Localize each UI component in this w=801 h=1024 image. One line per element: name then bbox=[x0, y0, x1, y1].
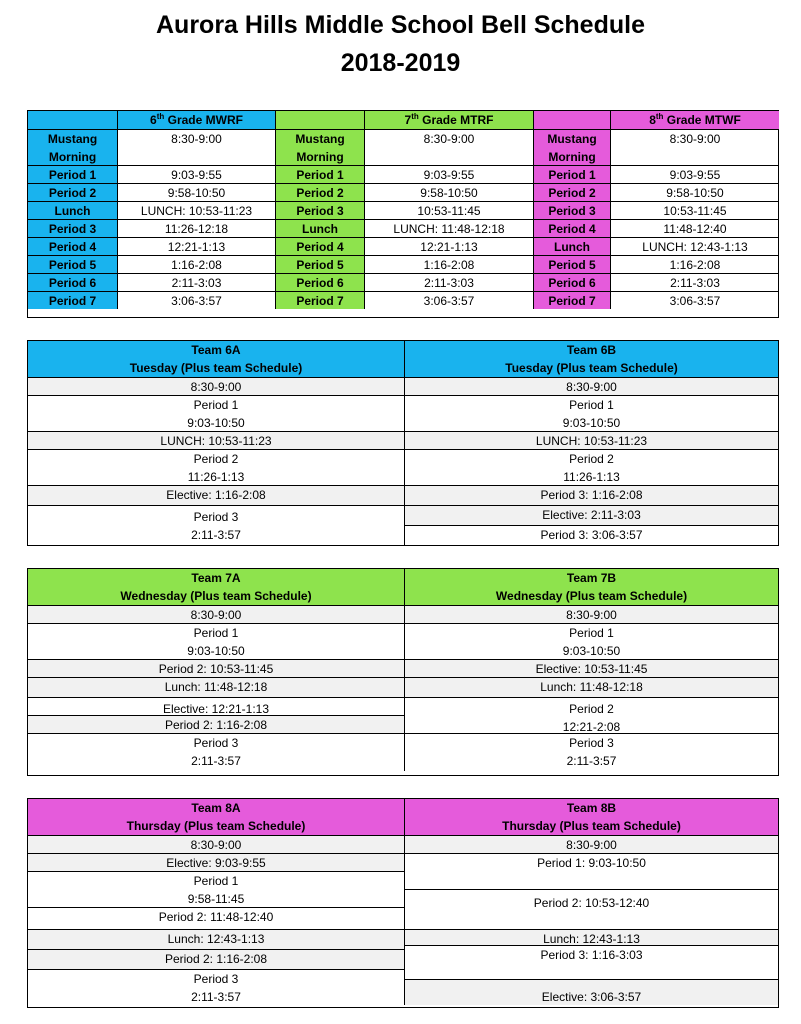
schedule-text: 9:03-10:50 bbox=[187, 644, 245, 658]
team-day: Wednesday (Plus team Schedule) bbox=[120, 589, 312, 603]
team-7b-header bbox=[404, 569, 778, 605]
period-label: Period 1 bbox=[275, 165, 364, 183]
period-time: 9:03-9:55 bbox=[364, 165, 533, 183]
team-6b-header bbox=[404, 341, 778, 377]
schedule-row bbox=[404, 505, 778, 525]
schedule-row bbox=[28, 949, 404, 969]
grade-days: Grade MWRF bbox=[164, 113, 243, 127]
schedule-row bbox=[28, 377, 404, 395]
schedule-text: Elective: 12:21-1:13 bbox=[162, 702, 270, 715]
period-label: Mustang Morning bbox=[533, 129, 610, 165]
grade-days: Grade MTRF bbox=[418, 113, 494, 127]
schedule-text: 9:03-10:50 bbox=[187, 416, 245, 430]
schedule-text: Period 3: 1:16-3:03 bbox=[540, 948, 643, 962]
schedule-row bbox=[404, 889, 778, 929]
team-day: Wednesday (Plus team Schedule) bbox=[495, 589, 688, 603]
schedule-row bbox=[404, 835, 778, 853]
schedule-row bbox=[28, 677, 404, 697]
schedule-row bbox=[28, 969, 404, 1007]
team-name: Team 8A bbox=[191, 801, 241, 815]
period-time: 3:06-3:57 bbox=[117, 291, 275, 309]
team-day: Tuesday (Plus team Schedule) bbox=[505, 361, 678, 375]
schedule-row bbox=[28, 395, 404, 431]
team-day: Tuesday (Plus team Schedule) bbox=[129, 361, 303, 375]
grade-ordinal-suffix: th bbox=[411, 112, 419, 121]
period-time: 3:06-3:57 bbox=[364, 291, 533, 309]
period-time: 1:16-2:08 bbox=[364, 255, 533, 273]
schedule-text: Elective: 2:11-3:03 bbox=[542, 508, 641, 522]
period-label: Period 4 bbox=[28, 237, 117, 255]
schedule-row bbox=[28, 623, 404, 659]
schedule-text: Period 3 bbox=[193, 510, 239, 524]
schedule-text: Period 1: 9:03-10:50 bbox=[537, 856, 646, 870]
period-time: 9:03-9:55 bbox=[117, 165, 275, 183]
schedule-row bbox=[28, 733, 404, 771]
schedule-row bbox=[28, 929, 404, 949]
period-label: Period 7 bbox=[533, 291, 610, 309]
schedule-row bbox=[28, 697, 404, 715]
schedule-text: Period 1 bbox=[193, 626, 239, 640]
schedule-text: LUNCH: 10:53-11:23 bbox=[535, 434, 648, 448]
schedule-row bbox=[28, 659, 404, 677]
schedule-text: Period 1 bbox=[193, 398, 239, 412]
schedule-row bbox=[404, 945, 778, 979]
period-label: Period 2 bbox=[275, 183, 364, 201]
schedule-row bbox=[404, 623, 778, 659]
schedule-row bbox=[404, 979, 778, 1005]
school-year: 2018-2019 bbox=[340, 49, 461, 77]
grade-number: 7 bbox=[404, 113, 412, 127]
schedule-text: Period 3: 1:16-2:08 bbox=[540, 488, 643, 502]
period-time: 11:26-12:18 bbox=[117, 219, 275, 237]
grade-ordinal-suffix: th bbox=[655, 112, 664, 121]
schedule-text: Lunch: 11:48-12:18 bbox=[540, 680, 643, 694]
grade-ordinal-suffix: th bbox=[156, 112, 165, 121]
schedule-text: 2:11-3:57 bbox=[191, 990, 241, 1004]
period-label: Period 6 bbox=[275, 273, 364, 291]
schedule-text: 11:26-1:13 bbox=[563, 470, 620, 484]
schedule-text: Period 2 bbox=[193, 452, 239, 466]
grade-days: Grade MTWF bbox=[663, 113, 741, 127]
period-time: 10:53-11:45 bbox=[364, 201, 533, 219]
period-time: 2:11-3:03 bbox=[364, 273, 533, 291]
period-time: 9:03-9:55 bbox=[610, 165, 779, 183]
team-8-schedule-table bbox=[27, 798, 779, 1008]
period-time: 8:30-9:00 bbox=[364, 129, 533, 165]
schedule-text: Period 2: 1:16-2:08 bbox=[164, 718, 268, 732]
schedule-row bbox=[404, 395, 778, 431]
grade-6-header bbox=[117, 111, 275, 129]
schedule-text: Lunch: 11:48-12:18 bbox=[164, 680, 268, 694]
schedule-text: Elective: 9:03-9:55 bbox=[166, 856, 266, 870]
period-time: 12:21-1:13 bbox=[364, 237, 533, 255]
schedule-text: Period 3 bbox=[193, 736, 239, 750]
period-time: LUNCH: 10:53-11:23 bbox=[117, 201, 275, 219]
period-label: Period 2 bbox=[533, 183, 610, 201]
schedule-row bbox=[28, 485, 404, 505]
grade-header-spacer bbox=[275, 111, 364, 129]
schedule-row bbox=[404, 853, 778, 889]
schedule-text: 2:11-3:57 bbox=[191, 528, 241, 542]
team-name: Team 6B bbox=[566, 343, 617, 357]
schedule-text: 8:30-9:00 bbox=[566, 380, 617, 394]
schedule-text: Period 2: 11:48-12:40 bbox=[158, 910, 274, 924]
schedule-text: Elective: 1:16-2:08 bbox=[166, 488, 266, 502]
schedule-row bbox=[404, 677, 778, 697]
schedule-row bbox=[404, 733, 778, 771]
schedule-text: 8:30-9:00 bbox=[566, 838, 617, 852]
schedule-row bbox=[404, 449, 778, 485]
grade-7-header bbox=[364, 111, 533, 129]
page-title: Aurora Hills Middle School Bell Schedule bbox=[156, 11, 645, 39]
period-label: Lunch bbox=[275, 219, 364, 237]
period-time: 8:30-9:00 bbox=[117, 129, 275, 165]
team-8a-header bbox=[28, 799, 404, 835]
period-time: 9:58-10:50 bbox=[117, 183, 275, 201]
period-time: 3:06-3:57 bbox=[610, 291, 779, 309]
schedule-row bbox=[28, 449, 404, 485]
period-label: Mustang Morning bbox=[275, 129, 364, 165]
schedule-row bbox=[404, 485, 778, 505]
schedule-text: Period 1 bbox=[569, 626, 614, 640]
schedule-row bbox=[28, 871, 404, 907]
period-label: Period 5 bbox=[533, 255, 610, 273]
schedule-row bbox=[28, 431, 404, 449]
period-time: 9:58-10:50 bbox=[364, 183, 533, 201]
period-label: Period 3 bbox=[533, 201, 610, 219]
period-label: Period 1 bbox=[533, 165, 610, 183]
period-time: 2:11-3:03 bbox=[117, 273, 275, 291]
schedule-text: Period 2: 1:16-2:08 bbox=[164, 952, 268, 966]
schedule-text: 9:58-11:45 bbox=[187, 892, 245, 906]
schedule-text: 12:21-2:08 bbox=[562, 720, 621, 733]
grade-8-header bbox=[610, 111, 779, 129]
period-label: Period 7 bbox=[28, 291, 117, 309]
schedule-row bbox=[28, 715, 404, 733]
schedule-text: Period 3 bbox=[193, 972, 239, 986]
period-label: Period 6 bbox=[533, 273, 610, 291]
grade-number: 8 bbox=[649, 113, 656, 127]
period-label: Period 3 bbox=[275, 201, 364, 219]
schedule-row bbox=[28, 835, 404, 853]
period-time: 10:53-11:45 bbox=[610, 201, 779, 219]
team-6-schedule-table bbox=[27, 340, 779, 546]
schedule-text: Period 2: 10:53-11:45 bbox=[158, 662, 274, 676]
team-name: Team 6A bbox=[191, 343, 241, 357]
grade-number: 6 bbox=[150, 113, 157, 127]
schedule-text: Elective: 10:53-11:45 bbox=[535, 662, 648, 676]
period-time: 12:21-1:13 bbox=[117, 237, 275, 255]
period-time: 1:16-2:08 bbox=[117, 255, 275, 273]
schedule-text: 2:11-3:57 bbox=[566, 754, 617, 768]
schedule-row bbox=[404, 605, 778, 623]
schedule-text: 8:30-9:00 bbox=[190, 838, 242, 852]
schedule-text: Period 3 bbox=[569, 736, 614, 750]
team-8b-header bbox=[404, 799, 778, 835]
period-label: Period 4 bbox=[275, 237, 364, 255]
period-time: LUNCH: 11:48-12:18 bbox=[364, 219, 533, 237]
team-name: Team 8B bbox=[566, 801, 617, 815]
period-time: LUNCH: 12:43-1:13 bbox=[610, 237, 779, 255]
schedule-text: 9:03-10:50 bbox=[562, 416, 621, 430]
grade-header-spacer bbox=[28, 111, 117, 129]
schedule-row bbox=[404, 659, 778, 677]
team-7-schedule-table bbox=[27, 568, 779, 776]
schedule-row bbox=[28, 505, 404, 545]
schedule-text: 9:03-10:50 bbox=[562, 644, 621, 658]
schedule-row bbox=[404, 377, 778, 395]
schedule-text: Lunch: 12:43-1:13 bbox=[167, 932, 265, 946]
period-label: Period 5 bbox=[28, 255, 117, 273]
period-label: Mustang Morning bbox=[28, 129, 117, 165]
schedule-row bbox=[28, 853, 404, 871]
period-label: Period 4 bbox=[533, 219, 610, 237]
period-label: Period 5 bbox=[275, 255, 364, 273]
schedule-row bbox=[404, 525, 778, 545]
period-time: 1:16-2:08 bbox=[610, 255, 779, 273]
schedule-row bbox=[404, 697, 778, 733]
schedule-text: Period 2 bbox=[569, 452, 614, 466]
schedule-text: Period 2 bbox=[569, 702, 614, 716]
period-time: 9:58-10:50 bbox=[610, 183, 779, 201]
grade-header-spacer bbox=[533, 111, 610, 129]
schedule-row bbox=[28, 605, 404, 623]
schedule-text: Period 2: 10:53-12:40 bbox=[533, 896, 650, 910]
schedule-text: Elective: 3:06-3:57 bbox=[541, 990, 642, 1004]
team-name: Team 7B bbox=[566, 571, 617, 585]
schedule-text: Period 1 bbox=[569, 398, 614, 412]
period-label: Period 2 bbox=[28, 183, 117, 201]
period-label: Period 7 bbox=[275, 291, 364, 309]
team-name: Team 7A bbox=[191, 571, 241, 585]
team-7a-header bbox=[28, 569, 404, 605]
schedule-text: Lunch: 12:43-1:13 bbox=[543, 932, 640, 945]
schedule-row bbox=[404, 431, 778, 449]
period-label: Period 3 bbox=[28, 219, 117, 237]
schedule-text: 2:11-3:57 bbox=[191, 754, 241, 768]
period-time: 8:30-9:00 bbox=[610, 129, 779, 165]
schedule-row bbox=[28, 907, 404, 929]
period-label: Lunch bbox=[533, 237, 610, 255]
period-time: 2:11-3:03 bbox=[610, 273, 779, 291]
schedule-text: 8:30-9:00 bbox=[566, 608, 617, 622]
schedule-text: 11:26-1:13 bbox=[187, 470, 245, 484]
team-day: Thursday (Plus team Schedule) bbox=[502, 819, 681, 833]
schedule-text: LUNCH: 10:53-11:23 bbox=[160, 434, 272, 448]
schedule-text: Period 1 bbox=[193, 874, 239, 888]
schedule-text: 8:30-9:00 bbox=[190, 608, 242, 622]
schedule-text: Period 3: 3:06-3:57 bbox=[540, 528, 643, 542]
bell-schedule-table bbox=[27, 110, 779, 318]
period-label: Lunch bbox=[28, 201, 117, 219]
period-label: Period 1 bbox=[28, 165, 117, 183]
schedule-row bbox=[404, 929, 778, 945]
team-6a-header bbox=[28, 341, 404, 377]
period-label: Period 6 bbox=[28, 273, 117, 291]
team-day: Thursday (Plus team Schedule) bbox=[126, 819, 306, 833]
schedule-text: 8:30-9:00 bbox=[190, 380, 242, 394]
period-time: 11:48-12:40 bbox=[610, 219, 779, 237]
